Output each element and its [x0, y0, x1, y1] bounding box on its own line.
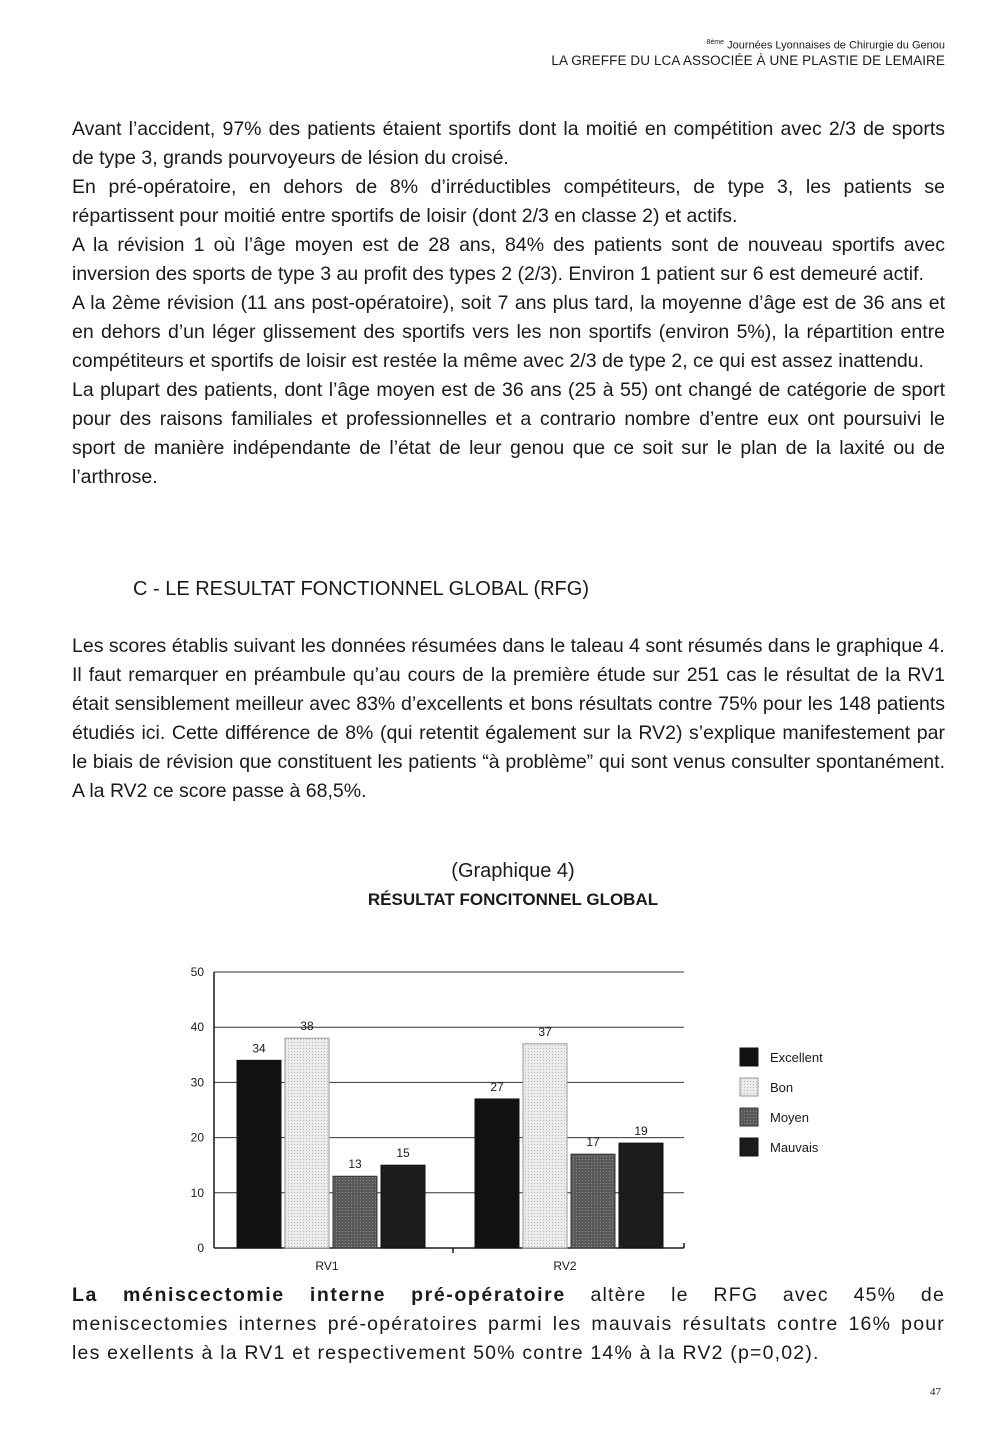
legend-label: Mauvais: [770, 1140, 819, 1155]
legend-swatch-excellent: [740, 1048, 758, 1066]
y-tick-label: 0: [197, 1241, 204, 1255]
data-label: 13: [348, 1157, 362, 1172]
data-label: 37: [538, 1024, 552, 1039]
paragraph: Il faut remarquer en préambule qu’au cours de la première étude sur 251 cas le résultat de la RV1 était sensiblement meilleur avec 83% d’excellents et bons résultats contre 75% pour les 148 patients étudiés ici. Cette différence de 8% (qui retentit également sur la RV2) s’explique manifestement par le biais de révision que constituent les patients “à problème” qui sont venus consulter spontanément. A la RV2 ce score passe à 68,5%.: [72, 664, 945, 802]
bar-bon-rv2: [523, 1044, 567, 1248]
figure-label: (Graphique 4): [451, 860, 575, 882]
paragraph: La plupart des patients, dont l’âge moyen est de 36 ans (25 à 55) ont changé de catégorie de sport pour des raisons familiales et professionnelles et a contrario nombre d’entre eux ont poursuivi le sport de manière indépendante de l’état de leur genou que ce soit sur le plan de la laxité ou de l’arthrose.: [72, 379, 945, 488]
paragraph: Avant l’accident, 97% des patients étaient sportifs dont la moitié en compétition avec 2/3 de sports de type 3, grands pourvoyeurs de lésion du croisé.: [72, 118, 945, 169]
paragraph: En pré-opératoire, en dehors de 8% d’irréductibles compétiteurs, de type 3, les patients se répartissent pour moitié entre sportifs de loisir (dont 2/3 en classe 2) et actifs.: [72, 176, 945, 227]
bar-excellent-rv2: [475, 1099, 519, 1248]
y-tick-label: 10: [190, 1185, 204, 1200]
bar-chart: [180, 958, 880, 1280]
paragraph: [72, 1281, 945, 1368]
running-header: [551, 36, 945, 69]
x-tick-label: RV1: [315, 1259, 339, 1273]
legend-swatch-moyen: [740, 1108, 758, 1126]
paragraph: Les scores établis suivant les données résumées dans le taleau 4 sont résumés dans le graphique 4.: [72, 635, 945, 657]
header-conference: [551, 36, 945, 53]
data-label: 15: [396, 1146, 410, 1161]
header-conference-name: Journées Lyonnaises de Chirurgie du Genou: [724, 39, 945, 52]
bar-excellent-rv1: [237, 1060, 281, 1248]
header-edition: 8ème: [706, 39, 725, 46]
data-label: 19: [634, 1124, 648, 1139]
y-tick-label: 30: [190, 1075, 204, 1090]
y-tick-label: 40: [190, 1020, 204, 1035]
x-tick-label: RV2: [553, 1259, 577, 1273]
text-block-meniscectomie: [72, 1281, 945, 1368]
bar-moyen-rv1: [333, 1176, 377, 1248]
figure-title: RÉSULTAT FONCITONNEL GLOBAL: [367, 890, 659, 909]
lead-phrase: La méniscectomie interne pré-opératoire: [72, 1284, 566, 1306]
data-label: 27: [490, 1079, 504, 1094]
text-block-rfg: [72, 632, 945, 806]
y-tick-label: 50: [190, 965, 204, 979]
y-tick-label: 20: [190, 1130, 204, 1145]
legend-label: Excellent: [770, 1050, 823, 1065]
text-block-sport: [72, 115, 945, 492]
paragraph-text: altère le RFG avec 45% de meniscectomies internes pré-opératoires parmi les mauvais résultats contre 16% pour les exellents à la RV1 et respectivement 50% contre 14% à la RV2 (p=0,02).: [72, 1284, 945, 1364]
paragraph: A la 2ème révision (11 ans post-opératoire), soit 7 ans plus tard, la moyenne d’âge est de 36 ans et en dehors d’un léger glissement des sportifs vers les non sportifs (environ 5%), la répartition entre compétiteurs et sportifs de loisir est restée la même avec 2/3 de type 2, ce qui est assez inattendu.: [72, 292, 945, 372]
page-number: 47: [930, 1386, 941, 1398]
legend-swatch-mauvais: [740, 1138, 758, 1156]
bar-mauvais-rv2: [619, 1143, 663, 1248]
bar-bon-rv1: [285, 1038, 329, 1248]
section-heading: C - LE RESULTAT FONCTIONNEL GLOBAL (RFG): [133, 578, 589, 600]
data-label: 38: [300, 1019, 314, 1034]
legend-label: Bon: [770, 1080, 794, 1095]
bar-mauvais-rv1: [381, 1165, 425, 1248]
paragraph: A la révision 1 où l’âge moyen est de 28 ans, 84% des patients sont de nouveau sportifs avec inversion des sports de type 3 au profit des types 2 (2/3). Environ 1 patient sur 6 est demeuré actif.: [72, 234, 945, 285]
legend-swatch-bon: [740, 1078, 758, 1096]
data-label: 34: [252, 1041, 266, 1056]
bar-moyen-rv2: [571, 1154, 615, 1248]
data-label: 17: [586, 1135, 600, 1150]
header-title: LA GREFFE DU LCA ASSOCIÉE À UNE PLASTIE DE LEMAIRE: [551, 52, 945, 68]
legend-label: Moyen: [770, 1110, 810, 1125]
